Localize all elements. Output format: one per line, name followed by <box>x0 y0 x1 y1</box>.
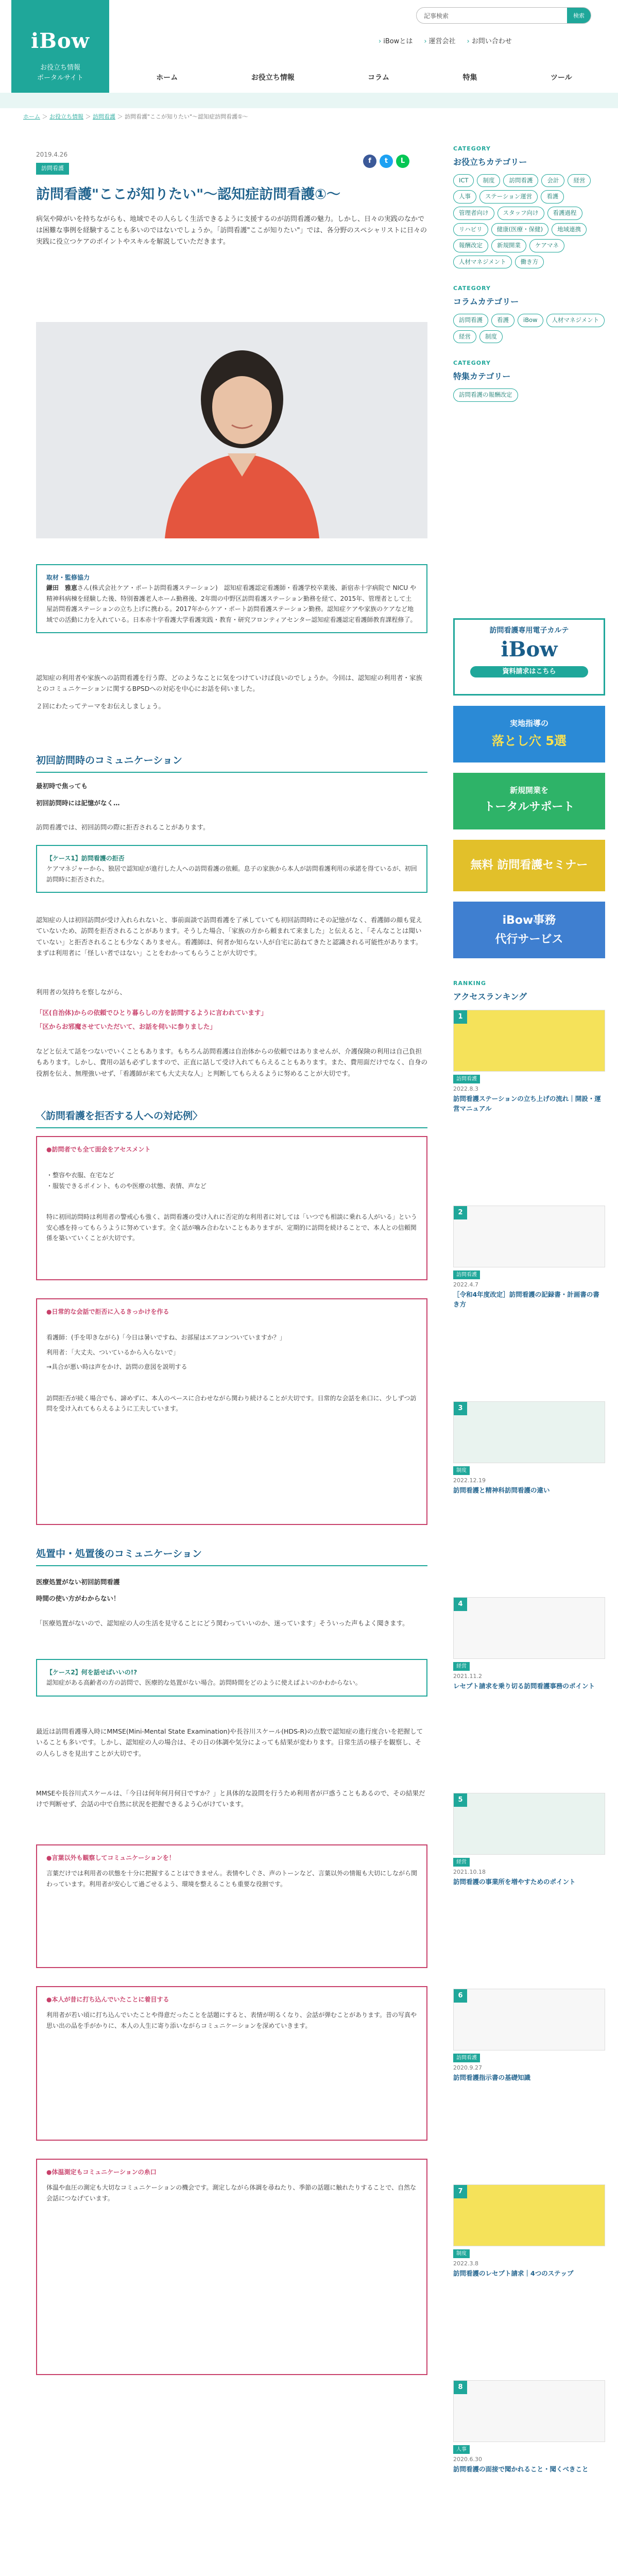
facebook-icon[interactable]: f <box>363 155 376 168</box>
example-2-text: 訪問拒否が続く場合でも、諦めずに、本人のペースに合わせながら関わり続けることが大切です。日常的な会話を糸口に、少しずつ訪問を受け入れてもらえるように工夫しています。 <box>46 1394 417 1412</box>
column-title: コラムカテゴリー <box>453 296 519 307</box>
case-box-2 <box>36 1659 427 1697</box>
ranking-item[interactable] <box>453 1597 605 1691</box>
feature-label: CATEGORY <box>453 360 491 367</box>
cat-tag[interactable]: 看護過程 <box>547 207 582 220</box>
ranking-number: 4 <box>454 1598 467 1611</box>
util-link-about[interactable]: › iBowとは <box>379 36 413 47</box>
lead-text-2: ２回にわたってテーマをお伝えしましょう。 <box>36 702 165 710</box>
ranking-tag[interactable]: 訪問看護 <box>453 1075 480 1083</box>
nav-info[interactable]: お役立ち情報 <box>251 74 295 82</box>
ranking-item[interactable] <box>453 1401 605 1496</box>
question-1b: 初回訪問時には記憶がなく… <box>36 799 120 807</box>
example-3-title: ●言葉以外も観察してコミュニケーションを！ <box>46 1854 175 1861</box>
banner-line: iBow <box>501 637 558 662</box>
category-title: お役立ちカテゴリー <box>453 157 527 167</box>
breadcrumb: ホーム ＞ お役立ち情報 ＞ 訪問看護 ＞ 訪問看護"ここが知りたい"〜認知症訪問看護①〜 <box>23 113 248 120</box>
paragraph-7: MMSEや長谷川式スケールは、「今日は何年何月何日ですか？」と具体的な設問を行うため利用者が戸惑うこともあるので、その結果だけで判断せず、会話の中で自然に状況を把握できるよう心がけています。 <box>36 1789 425 1808</box>
ranking-date: 2022.8.3 <box>453 1086 478 1093</box>
example-5-text: 体温や血圧の測定も大切なコミュニケーションの機会です。測定しながら体調を尋ねたり、季節の話題に触れたりすることで、自然な会話につなげています。 <box>46 2184 417 2202</box>
example-box-2 <box>36 1298 427 1525</box>
section-heading-2: 〈訪問看護を拒否する人への対応例〉 <box>36 1108 427 1128</box>
example-box-3 <box>36 1844 427 1968</box>
ranking-item[interactable] <box>453 1010 605 1113</box>
global-nav <box>119 72 609 84</box>
ranking-title-link[interactable]: ［令和4年度改定］訪問看護の記録書・計画書の書き方 <box>453 1290 599 1308</box>
cat-tag[interactable]: 報酬改定 <box>453 239 488 252</box>
ranking-item[interactable] <box>453 1206 605 1309</box>
category-tags <box>453 174 605 268</box>
util-link-contact[interactable]: › お問い合わせ <box>467 36 512 47</box>
example-2-title: ●日常的な会話で拒否に入るきっかけを作る <box>46 1308 169 1315</box>
supervisor-heading: 取材・監修協力 <box>46 574 90 581</box>
ranking-header <box>453 979 605 1004</box>
breadcrumb-home[interactable]: ホーム <box>23 113 40 120</box>
sp-tag[interactable]: 訪問看護の報酬改定 <box>453 388 518 402</box>
example-1-item: ・服装できるポイント、ものや医療の状態、表情、声など <box>46 1182 207 1190</box>
ranking-item[interactable] <box>453 2184 605 2279</box>
ranking-date: 2022.3.8 <box>453 2260 478 2267</box>
cat-tag[interactable]: スタッフ向け <box>497 207 544 220</box>
example-2-line: →具合が悪い時は声をかけ、訪問の意図を説明する <box>46 1363 187 1371</box>
nav-feature[interactable]: 特集 <box>462 74 477 82</box>
ranking-number: 3 <box>454 1402 467 1415</box>
case-2-title: 【ケース2】何を話せばいいの!? <box>46 1669 138 1676</box>
ranking-number: 8 <box>454 2381 467 2394</box>
ranking-thumbnail[interactable] <box>453 1010 605 1072</box>
ranking-thumbnail[interactable] <box>453 1989 605 2050</box>
ranking-tag[interactable]: 訪問看護 <box>453 1270 480 1279</box>
breadcrumb-category[interactable]: 訪問看護 <box>93 113 115 120</box>
example-4-text: 利用者が若い頃に打ち込んでいたことや得意だったことを話題にすると、表情が明るくなり、会話が弾むことがあります。昔の写真や思い出の品を手がかりに、本人の人生に寄り添いながらコミュニケーションを深めていきます。 <box>46 2011 417 2029</box>
column-label: CATEGORY <box>453 285 491 292</box>
utility-links <box>379 36 605 47</box>
ranking-number: 6 <box>454 1989 467 2003</box>
cat-tag[interactable]: 働き方 <box>515 256 544 269</box>
case-box-1 <box>36 845 427 893</box>
ranking-thumbnail[interactable] <box>453 1597 605 1659</box>
supervisor-name: 鎌田 雅恵 <box>46 584 78 592</box>
question-2b: 時間の使い方がわからない！ <box>36 1595 120 1602</box>
share-buttons <box>363 155 409 168</box>
ranking-thumbnail[interactable] <box>453 2184 605 2246</box>
col-tag[interactable]: 看護 <box>491 314 514 327</box>
quote-1: 「区(自治体)からの依頼でひとり暮らしの方を訪問するように言われています」 <box>36 1009 267 1016</box>
banner-seminar[interactable]: 無料 訪問看護セミナー <box>453 840 605 891</box>
nav-tools[interactable]: ツール <box>550 74 572 82</box>
banner-inspection[interactable] <box>453 706 605 762</box>
paragraph-1: 訪問看護では、初回訪問の際に拒否されることがあります。 <box>36 823 210 831</box>
ranking-item[interactable] <box>453 1989 605 2083</box>
paragraph-5: 「医療処置がないので、認知症の人の生活を見守ることにどう関わっていいのか、迷っています」そういった声もよく聞きます。 <box>36 1619 409 1627</box>
ranking-title-link[interactable]: 訪問看護のレセプト請求｜4つのステップ <box>453 2269 574 2277</box>
article-photo <box>36 322 427 538</box>
column-tags <box>453 314 605 343</box>
cat-tag[interactable]: 新規開業 <box>491 239 526 252</box>
article-intro: 病気や障がいを持ちながらも、地域でその人らしく生活できるように支援するのが訪問看護の魅力。しかし、日々の実践のなかでは困難な事例を経験することも多いのではないでしょうか。「訪問看護"ここが知りたい"」では、各分野のスペシャリストに日々の実践に役立つケアのポイントやスキルを解説していただきます。 <box>36 215 427 246</box>
supervisor-box <box>36 564 427 633</box>
ranking-tag[interactable]: 経営 <box>453 1858 470 1867</box>
question-2: 医療処置がない初回訪問看護 <box>36 1578 120 1586</box>
example-2-line: 看護師：(手を叩きながら)「今日は暑いですね、お部屋はエアコンついていますか？」 <box>46 1334 286 1342</box>
banner-line: iBow事務 <box>502 914 556 927</box>
ranking-tag[interactable]: 人事 <box>453 2445 470 2454</box>
ranking-number: 5 <box>454 1793 467 1807</box>
example-2-line: 利用者：「大丈夫、ついているから入らないで」 <box>46 1348 180 1356</box>
case-2-text: 認知症がある高齢者の方の訪問で、医療的な処置がない場合。訪問時間をどのように使えばよいのかわからない。 <box>46 1679 362 1687</box>
cat-tag[interactable]: 人材マネジメント <box>453 256 512 269</box>
feature-title: 特集カテゴリー <box>453 371 511 381</box>
ranking-tag[interactable]: 訪問看護 <box>453 2054 480 2062</box>
lead-text: 認知症の利用者や家族への訪問看護を行う際、どのようなことに気をつけていけば良いのでしょうか。今回は、認知症の利用者・家族とのコミュニケーションに関するBPSDへの対応を中心にお話を伺いました。 <box>36 674 423 693</box>
example-box-5 <box>36 2159 427 2375</box>
example-3-text: 言葉だけでは利用者の状態を十分に把握することはできません。表情やしぐさ、声のトーンなど、言葉以外の情報も大切にしながら関わっています。利用者が安心して過ごせるよう、環境を整えることも重要な役割です。 <box>46 1870 418 1888</box>
example-1-text: 特に初回訪問時は利用者の警戒心も強く、訪問看護の受け入れに否定的な利用者に対しては「いつでも相談に乗れる人がいる」という安心感を持ってもらうように努めています。全く話が噛み合わないこともありますが、定期的に訪問を続けることで、本人との信頼関係を築いていくことが大切です。 <box>46 1213 417 1242</box>
paragraph-3: 利用者の気持ちを察しながら、 <box>36 988 127 996</box>
category-label: CATEGORY <box>453 145 491 152</box>
ranking-title: アクセスランキング <box>453 991 527 1002</box>
question-1: 最初時で焦っても <box>36 782 88 790</box>
banner-agency[interactable] <box>453 902 605 958</box>
cat-tag[interactable]: 経営 <box>568 174 591 188</box>
nav-column[interactable]: コラム <box>368 74 390 82</box>
ranking-thumbnail[interactable] <box>453 1401 605 1463</box>
cat-tag[interactable]: 地域連携 <box>552 223 587 236</box>
case-1-text: ケアマネジャーから、独居で認知症が進行した人への訪問看護の依頼。息子の家族から本人が訪問看護利用の承諾を得ているが、初回訪問時に拒否された。 <box>46 865 417 883</box>
example-5-title: ●体温測定もコミュニケーションの糸口 <box>46 2168 157 2176</box>
ranking-item[interactable] <box>453 1793 605 1887</box>
nav-home[interactable]: ホーム <box>156 74 178 82</box>
supervisor-text: さん(株式会社ケア・ポート訪問看護ステーション) 認知症看護認定看護師・看護学校卒業後、新宿赤十字病院で NICU や精神科病棟を経験した後、特別養護老人ホーム勤務後、2年間の中野区訪問看護ステーション勤務を経て、2015年、管理者として土屋訪問看護ステーションの立ち上げに携わる。2017年からケア・ポート訪問看護ステーション勤務。認知症ケアや家族のケアなど地域での活動に力を入れている。日本赤十字看護大学看護実践・教育・研究フロンティアセンター認知症看護認定看護師教育課程修了。 <box>46 584 417 623</box>
ranking-date: 2021.10.18 <box>453 1869 486 1876</box>
cat-tag[interactable]: ケアマネ <box>529 239 564 252</box>
section-heading-3: 処置中・処置後のコミュニケーション <box>36 1546 427 1566</box>
col-tag[interactable]: 経営 <box>453 330 476 344</box>
ranking-date: 2021.11.2 <box>453 1673 482 1680</box>
ranking-number: 2 <box>454 1206 467 1219</box>
banner-line: 資料請求はこちら <box>470 666 588 677</box>
cat-tag[interactable]: 制度 <box>477 174 500 188</box>
category-badge[interactable]: 訪問看護 <box>36 163 69 175</box>
ranking-date: 2022.4.7 <box>453 1281 478 1289</box>
breadcrumb-current: 訪問看護"ここが知りたい"〜認知症訪問看護①〜 <box>125 113 248 120</box>
logo-word: iBow <box>30 29 90 53</box>
ranking-title-link[interactable]: 訪問看護と精神科訪問看護の違い <box>453 1486 550 1494</box>
example-box-1 <box>36 1136 427 1280</box>
ranking-title-link[interactable]: レセプト請求を乗り切る訪問看護事務のポイント <box>453 1682 595 1690</box>
example-1-title: ●訪問者でも全て面会をアセスメント <box>46 1146 151 1153</box>
paragraph-6: 最近は訪問看護導入時にMMSE(Mini-Mental State Examination)や長谷川スケール(HDS-R)の点数で認知症の進行度合いを把握していることも多いです。しかし、認知症の人の場合は、その日の体調や気分によっても結果が変わります。日常生活の様子を観察し、その人らしさを見出すことが大切です。 <box>36 1727 423 1757</box>
ranking-thumbnail[interactable] <box>453 2380 605 2442</box>
site-logo[interactable] <box>11 0 109 93</box>
sidebar <box>453 144 605 402</box>
search-input[interactable]: 記事検索 <box>424 12 449 20</box>
cat-tag[interactable]: 人事 <box>453 190 476 204</box>
ranking-title-link[interactable]: 訪問看護の事業所を増やすためのポイント <box>453 1877 576 1886</box>
ranking-number: 7 <box>454 2185 467 2198</box>
ranking-item[interactable] <box>453 2380 605 2475</box>
header-band <box>0 93 618 108</box>
ranking-title-link[interactable]: 訪問看護指示書の基礎知識 <box>453 2073 531 2081</box>
banner-line: 新規開業を <box>509 786 548 795</box>
banner-line: 訪問看護専用電子カルテ <box>489 626 569 635</box>
case-1-title: 【ケース1】訪問看護の拒否 <box>46 855 125 862</box>
cat-tag[interactable]: 会計 <box>541 174 564 188</box>
ranking-thumbnail[interactable] <box>453 1793 605 1855</box>
feature-tags <box>453 388 605 402</box>
example-4-title: ●本人が昔に打ち込んでいたことに着目する <box>46 1996 169 2003</box>
twitter-icon[interactable]: t <box>380 155 393 168</box>
banner-line: トータルサポート <box>484 800 575 814</box>
cat-tag[interactable]: 訪問看護 <box>503 174 538 188</box>
search-button[interactable]: 検索 <box>567 8 591 24</box>
banner-ibow[interactable] <box>453 618 605 696</box>
cat-tag[interactable]: 看護 <box>541 190 564 204</box>
ranking-number: 1 <box>454 1010 467 1024</box>
paragraph-2: 認知症の人は初回訪問が受け入れられないと、事前面談で訪問看護を了承していても初回訪問時にその記憶がなく、看護師の顔も覚えていないため、訪問を拒否されることがあります。そうした場合、「家族の方から頼まれて来ました」と伝えると、「そんなことは聞いていない」と拒否されることも少なくありません。看護師は、何者か知らない人が自宅に訪ねてきたと認識される可能性があります。まずは利用者に「怪しい者ではない」ことをわかってもらうことが大切です。 <box>36 916 422 957</box>
cat-tag[interactable]: 管理者向け <box>453 207 494 220</box>
breadcrumb-info[interactable]: お役立ち情報 <box>49 113 83 120</box>
ranking-title-link[interactable]: 訪問看護の面接で聞かれること・聞くべきこと <box>453 2465 589 2473</box>
quote-2: 「区からお邪魔させていただいて、お話を伺いに参りました」 <box>36 1023 216 1030</box>
col-tag[interactable]: 人材マネジメント <box>546 314 605 327</box>
ranking-title-link[interactable]: 訪問看護ステーションの立ち上げの流れ｜開設・運営マニュアル <box>453 1094 601 1112</box>
ranking-thumbnail[interactable] <box>453 1206 605 1267</box>
col-tag[interactable]: iBow <box>518 314 543 327</box>
banner-line: 実地指導の <box>509 719 548 728</box>
ranking-date: 2020.6.30 <box>453 2456 482 2463</box>
line-icon[interactable]: L <box>396 155 409 168</box>
cat-tag[interactable]: リハビリ <box>453 223 488 236</box>
col-tag[interactable]: 制度 <box>479 330 503 344</box>
ranking-label: RANKING <box>453 980 487 987</box>
example-1-item: ・整容や衣服、在宅など <box>46 1172 115 1179</box>
banner-line: 落とし穴 5選 <box>491 733 567 748</box>
cat-tag[interactable]: 健康(医療・保健) <box>491 223 548 236</box>
util-link-company[interactable]: › 運営会社 <box>424 36 455 47</box>
cat-tag[interactable]: ステーション運営 <box>479 190 538 204</box>
example-box-4 <box>36 1986 427 2141</box>
banner-line: 代行サービス <box>495 933 563 946</box>
ranking-tag[interactable]: 制度 <box>453 2249 470 2258</box>
section-heading-1: 初回訪問時のコミュニケーション <box>36 752 427 773</box>
paragraph-4: などと伝えて話をつないでいくこともあります。もちろん訪問看護は自治体からの依頼ではありませんが、介護保険の利用は自己負担もあります。しかし、費用の話も必ずしますので、正直に話して受け入れてもらえることもあります。また、費用面だけでなく、自身の役割を伝え、無理強いせず、「看護師が来ても大丈夫な人」と判断してもらえるように努めることが大切です。 <box>36 1047 428 1077</box>
cat-tag[interactable]: ICT <box>453 174 474 188</box>
ranking-date: 2020.9.27 <box>453 2064 482 2072</box>
col-tag[interactable]: 訪問看護 <box>453 314 488 327</box>
article-date: 2019.4.26 <box>36 151 68 158</box>
ranking-tag[interactable]: 経営 <box>453 1662 470 1671</box>
banner-opening[interactable] <box>453 773 605 829</box>
site-header <box>0 0 618 93</box>
ranking-date: 2022.12.19 <box>453 1477 486 1484</box>
ranking-tag[interactable]: 制度 <box>453 1466 470 1475</box>
article-title: 訪問看護"ここが知りたい"〜認知症訪問看護①〜 <box>36 187 340 203</box>
logo-subtitle: お役立ち情報 ポータルサイト <box>37 64 84 82</box>
search-box[interactable] <box>416 7 591 24</box>
